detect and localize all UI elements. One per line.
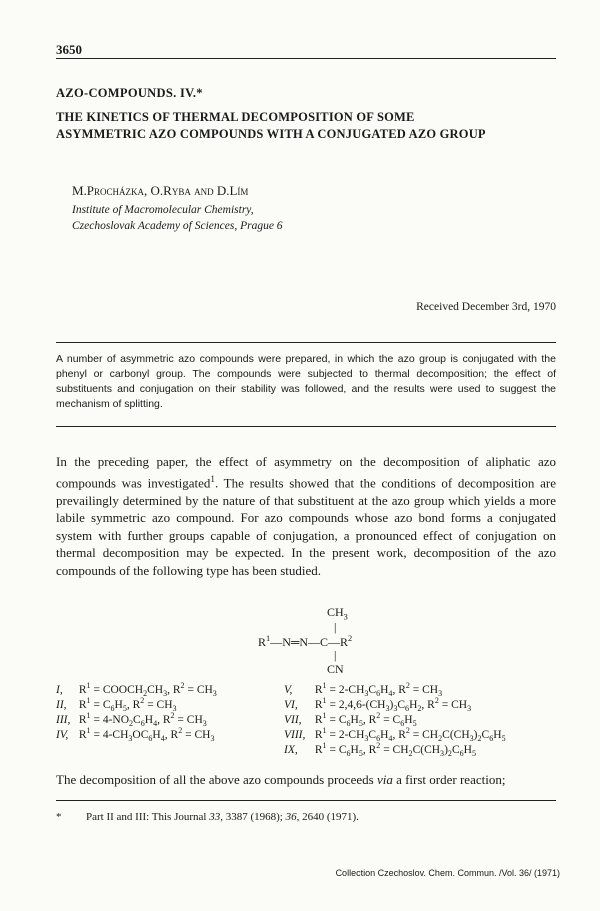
page-number: 3650 — [56, 42, 82, 57]
header-rule — [56, 58, 556, 59]
footnote-star: * — [56, 811, 62, 823]
footnote-text-1: Part II and III: This Journal — [86, 811, 210, 823]
body-paragraph — [56, 453, 556, 579]
formula-bond-down: | — [334, 648, 337, 662]
authors: M.Procházka, O.Ryba and D.Lím — [72, 183, 249, 198]
closing-text-1: The decomposition of all the above azo compounds proceeds — [56, 772, 377, 787]
closing-sentence — [56, 772, 556, 788]
affiliation-line-2: Czechoslovak Academy of Sciences, Prague 6 — [72, 220, 283, 232]
formula-main-chain — [258, 634, 352, 650]
compound-row: II, $R^1 = C_6H_5$, $R^2 = CH_3$ VI, $R^1 = 2,4,6-(CH_3)_3C_6H_2$, $R^2 = CH_3$ — [56, 696, 472, 714]
footnote-text-3: , 2640 (1971). — [296, 811, 359, 823]
reference-marker: 1 — [210, 473, 215, 484]
structural-formula — [0, 605, 600, 675]
compound-number: III, — [56, 713, 71, 726]
title-line-2: ASYMMETRIC AZO COMPOUNDS WITH A CONJUGATED AZO GROUP — [56, 127, 486, 141]
formula-ch3-text: CH — [327, 605, 344, 619]
affiliation-line-1: Institute of Macromolecular Chemistry, — [72, 204, 254, 216]
footnote — [56, 811, 556, 823]
compound-number: II, — [56, 698, 67, 711]
closing-via: via — [376, 772, 393, 787]
compound-row: I, $R^1$ = $COOCH_2CH_3$, $R^2 = CH_3$ V, $R^1 = 2-CH_3C_6H_4$, $R^2 = CH_3$ — [56, 681, 443, 699]
journal-citation: Collection Czechoslov. Chem. Commun. /Vol. 36/ (1971) — [335, 868, 560, 878]
footnote-text-2: , 3387 (1968); — [220, 811, 286, 823]
body-text-2: . The results showed that the conditions of decomposition are prevailingly determined by the nature of that substituent at the azo group which yields a more labile symmetric azo compound. For azo compounds whose azo bond forms a conjugated system with further groups capable of conjugation, a pronounced effect of conjugation on thermal decomposition may be expected. In the present work, decomposition of the azo compounds of the following type has been studied. — [56, 474, 557, 578]
compound-number: VI, — [284, 698, 298, 711]
compound-number: I, — [56, 683, 63, 696]
formula-ch3-sub: 3 — [343, 612, 348, 622]
compound-number: IV, — [56, 728, 69, 741]
body-text-1: In the preceding paper, the effect of asymmetry on the decomposition of aliphatic azo compounds was investigated — [56, 454, 556, 490]
footnote-rule — [56, 800, 556, 801]
compound-number: VII, — [284, 713, 302, 726]
formula-chain: —N═N—C—R — [270, 635, 349, 649]
abstract-bottom-rule — [56, 426, 556, 427]
compound-list — [56, 678, 566, 759]
paper-title — [56, 109, 566, 143]
received-date: Received December 3rd, 1970 — [416, 301, 556, 313]
compound-row: IV, $R^1 = 4-CH_3OC_6H_4$, $R^2 = CH_3$ VIII, $R^1 = 2-CH_3C_6H_4$, $R^2 = CH_2C(CH_3)_2C_6H_5$ — [56, 726, 506, 744]
abstract: A number of asymmetric azo compounds were prepared, in which the azo group is conjugated with the phenyl or carbonyl group. The compounds were subjected to thermal decomposition; the effect of substituents and conjugation on their stability was followed, and the results were used to suggest the mechanism of splitting. — [56, 353, 556, 410]
compound-number: V, — [284, 683, 293, 696]
closing-text-2: a first order reaction; — [392, 772, 506, 787]
affiliation — [72, 202, 283, 234]
formula-r1-sup: 1 — [266, 634, 271, 643]
formula-r2-sup: 2 — [348, 634, 353, 643]
formula-ch3 — [327, 605, 348, 621]
title-line-1: THE KINETICS OF THERMAL DECOMPOSITION OF SOME — [56, 110, 415, 124]
formula-r1: R — [258, 635, 267, 649]
footnote-volume-1: 33 — [209, 811, 221, 823]
formula-cn: CN — [327, 662, 344, 676]
footnote-volume-2: 36 — [285, 811, 297, 823]
compound-row: III, $R^1 = 4-NO_2C_6H_4$, $R^2 = CH_3$ VII, $R^1 = C_6H_5$, $R^2 = C_6H_5$ — [56, 711, 417, 729]
formula-bond-up: | — [334, 620, 337, 634]
compound-row: IX, $R^1 = C_6H_5$, $R^2 = CH_2C(CH_3)_2C_6H_5$ — [284, 741, 476, 759]
compound-number: IX, — [284, 743, 298, 756]
abstract-top-rule — [56, 342, 556, 343]
section-heading: AZO-COMPOUNDS. IV.* — [56, 86, 203, 100]
compound-number: VIII, — [284, 728, 306, 741]
